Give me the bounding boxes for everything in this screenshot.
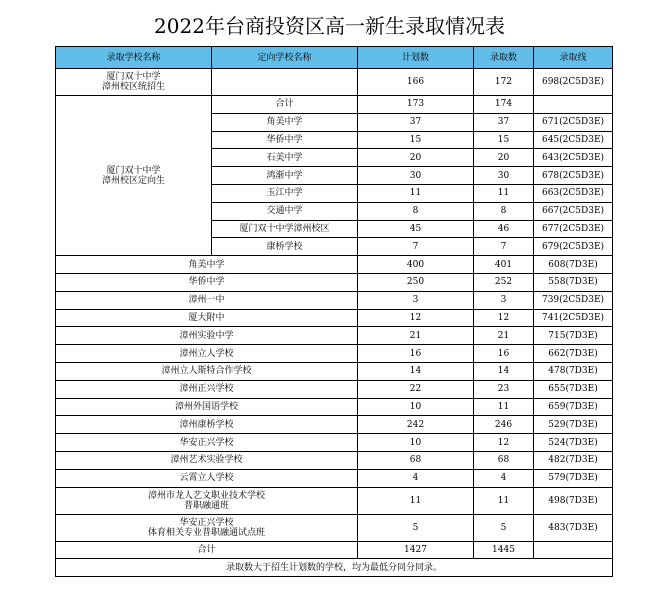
cutoff-score-cell: 655(7D3E) — [534, 380, 613, 398]
table-row — [56, 345, 613, 363]
total-row — [56, 541, 613, 559]
plan-count-cell: 22 — [358, 380, 474, 398]
plan-count-cell: 20 — [358, 149, 474, 167]
cutoff-score-cell: 483(7D3E) — [534, 514, 613, 541]
cutoff-score-cell: 659(7D3E) — [534, 398, 613, 416]
school-name-line: 漳州一中 — [188, 295, 225, 306]
table-row — [56, 273, 613, 291]
plan-count-cell: 10 — [358, 398, 474, 416]
plan-count-cell: 166 — [358, 69, 474, 96]
cutoff-score-cell: 667(2C5D3E) — [534, 202, 613, 220]
admitted-count-cell: 12 — [474, 434, 534, 452]
school-name-cell — [56, 291, 358, 309]
plan-count-cell: 16 — [358, 345, 474, 363]
table-row — [56, 434, 613, 452]
cutoff-score-cell: 482(7D3E) — [534, 451, 613, 469]
header-directed-school: 定向学校名称 — [212, 47, 358, 69]
school-name-cell — [56, 514, 358, 541]
cutoff-score-cell: 671(2C5D3E) — [534, 113, 613, 131]
admitted-count-cell: 23 — [474, 380, 534, 398]
plan-count-cell: 37 — [358, 113, 474, 131]
cutoff-score-cell: 608(7D3E) — [534, 256, 613, 274]
table-row — [56, 416, 613, 434]
admitted-count-cell: 14 — [474, 362, 534, 380]
table-row — [56, 398, 613, 416]
school-name-line: 漳州立人学校 — [179, 348, 234, 359]
table-row — [56, 96, 613, 114]
school-name-cell — [56, 380, 358, 398]
plan-count-cell: 15 — [358, 131, 474, 149]
admitted-count-cell: 401 — [474, 256, 534, 274]
school-name-line: 厦大附中 — [188, 312, 225, 323]
plan-count-cell: 11 — [358, 184, 474, 202]
table-row — [56, 362, 613, 380]
school-name-line: 漳州实验中学 — [179, 330, 234, 341]
table-row — [56, 309, 613, 327]
school-name-cell — [56, 398, 358, 416]
cutoff-score-cell — [534, 96, 613, 114]
cutoff-score-cell: 524(7D3E) — [534, 434, 613, 452]
plan-count-cell: 7 — [358, 238, 474, 256]
school-name-line: 华安正兴学校 — [179, 517, 234, 528]
table-header-row — [56, 47, 613, 69]
admitted-count-cell: 174 — [474, 96, 534, 114]
school-name-line: 漳州立人斯特合作学校 — [161, 366, 252, 377]
school-name-line: 漳州市龙人艺文职业技术学校 — [147, 490, 265, 501]
school-name-cell — [56, 69, 212, 96]
admitted-count-cell: 3 — [474, 291, 534, 309]
directed-school-cell: 合计 — [212, 96, 358, 114]
directed-school-cell: 角美中学 — [212, 113, 358, 131]
cutoff-score-cell: 643(2C5D3E) — [534, 149, 613, 167]
table-row — [56, 327, 613, 345]
school-name-line: 角美中学 — [188, 259, 225, 270]
admitted-count-cell: 246 — [474, 416, 534, 434]
admitted-count-cell: 7 — [474, 238, 534, 256]
cutoff-score-cell: 498(7D3E) — [534, 487, 613, 514]
school-name-cell — [56, 256, 358, 274]
directed-school-cell: 鸿渐中学 — [212, 167, 358, 185]
school-name-cell — [56, 451, 358, 469]
admitted-count-cell: 5 — [474, 514, 534, 541]
header-admitted-count: 录取数 — [474, 47, 534, 69]
directed-school-cell: 交通中学 — [212, 202, 358, 220]
admitted-count-cell: 8 — [474, 202, 534, 220]
admitted-count-cell: 46 — [474, 220, 534, 238]
admitted-count-cell: 11 — [474, 487, 534, 514]
plan-count-cell: 173 — [358, 96, 474, 114]
cutoff-score-cell: 558(7D3E) — [534, 273, 613, 291]
page-title: 2022年台商投资区高一新生录取情况表 — [154, 14, 505, 38]
plan-count-cell: 11 — [358, 487, 474, 514]
cutoff-score-cell: 662(7D3E) — [534, 345, 613, 363]
school-name-line: 漳州校区定向生 — [101, 175, 165, 186]
cutoff-score-cell: 579(7D3E) — [534, 469, 613, 487]
school-name-line: 厦门双十中学 — [106, 165, 161, 176]
school-name-line: 漳州外国语学校 — [174, 401, 238, 412]
table-row — [56, 451, 613, 469]
school-name-line: 厦门双十中学 — [106, 72, 161, 82]
school-name-line: 漳州校区统招生 — [101, 82, 165, 92]
cutoff-score-cell: 741(2C5D3E) — [534, 309, 613, 327]
school-name-cell — [56, 96, 212, 256]
plan-count-cell: 45 — [358, 220, 474, 238]
table-row — [56, 380, 613, 398]
admitted-count-cell: 30 — [474, 167, 534, 185]
header-cutoff-score: 录取线 — [534, 47, 613, 69]
cutoff-score-cell: 478(7D3E) — [534, 362, 613, 380]
school-name-line: 漳州艺术实验学校 — [170, 455, 243, 466]
directed-school-cell: 玉江中学 — [212, 184, 358, 202]
school-name-cell — [56, 469, 358, 487]
table-row — [56, 256, 613, 274]
admitted-count-cell: 68 — [474, 451, 534, 469]
cutoff-score-cell: 663(2C5D3E) — [534, 184, 613, 202]
directed-school-cell: 康桥学校 — [212, 238, 358, 256]
cutoff-score-cell: 677(2C5D3E) — [534, 220, 613, 238]
school-name-cell — [56, 416, 358, 434]
school-name-line: 漳州康桥学校 — [179, 419, 234, 430]
cutoff-score-cell: 529(7D3E) — [534, 416, 613, 434]
directed-school-cell: 华侨中学 — [212, 131, 358, 149]
cutoff-score-cell: 679(2C5D3E) — [534, 238, 613, 256]
plan-count-cell: 400 — [358, 256, 474, 274]
total-cutoff-cell — [534, 541, 613, 559]
school-name-cell — [56, 273, 358, 291]
plan-count-cell: 3 — [358, 291, 474, 309]
table-row — [56, 69, 613, 96]
total-admitted-cell: 1445 — [474, 541, 534, 559]
admitted-count-cell: 37 — [474, 113, 534, 131]
admitted-count-cell: 11 — [474, 398, 534, 416]
plan-count-cell: 21 — [358, 327, 474, 345]
directed-school-cell: 厦门双十中学漳州校区 — [212, 220, 358, 238]
school-name-line: 华侨中学 — [188, 277, 225, 288]
admitted-count-cell: 15 — [474, 131, 534, 149]
plan-count-cell: 30 — [358, 167, 474, 185]
school-name-line: 普职融通班 — [183, 500, 229, 511]
plan-count-cell: 4 — [358, 469, 474, 487]
plan-count-cell: 10 — [358, 434, 474, 452]
plan-count-cell: 68 — [358, 451, 474, 469]
plan-count-cell: 242 — [358, 416, 474, 434]
cutoff-score-cell: 739(2C5D3E) — [534, 291, 613, 309]
plan-count-cell: 250 — [358, 273, 474, 291]
table-footnote: 录取数大于招生计划数的学校，均为最低分同分同录。 — [56, 559, 613, 577]
school-name-cell — [56, 309, 358, 327]
table-row — [56, 469, 613, 487]
admitted-count-cell: 21 — [474, 327, 534, 345]
cutoff-score-cell: 698(2C5D3E) — [534, 69, 613, 96]
admitted-count-cell: 252 — [474, 273, 534, 291]
school-name-cell — [56, 434, 358, 452]
table-row — [56, 291, 613, 309]
header-plan-count: 计划数 — [358, 47, 474, 69]
table-row — [56, 514, 613, 541]
school-name-line: 云霄立人学校 — [179, 473, 234, 484]
admitted-count-cell: 4 — [474, 469, 534, 487]
plan-count-cell: 8 — [358, 202, 474, 220]
cutoff-score-cell: 715(7D3E) — [534, 327, 613, 345]
school-name-cell — [56, 345, 358, 363]
cutoff-score-cell: 678(2C5D3E) — [534, 167, 613, 185]
plan-count-cell: 12 — [358, 309, 474, 327]
total-plan-cell: 1427 — [358, 541, 474, 559]
admitted-count-cell: 172 — [474, 69, 534, 96]
table-row — [56, 487, 613, 514]
school-name-cell — [56, 487, 358, 514]
school-name-line: 体育相关专业普职融通试点班 — [147, 527, 265, 538]
admitted-count-cell: 12 — [474, 309, 534, 327]
directed-school-cell — [212, 69, 358, 96]
cutoff-score-cell: 645(2C5D3E) — [534, 131, 613, 149]
school-name-line: 华安正兴学校 — [179, 437, 234, 448]
total-label-cell: 合计 — [56, 541, 358, 559]
admitted-count-cell: 11 — [474, 184, 534, 202]
plan-count-cell: 14 — [358, 362, 474, 380]
school-name-cell — [56, 362, 358, 380]
plan-count-cell: 5 — [358, 514, 474, 541]
admitted-count-cell: 20 — [474, 149, 534, 167]
school-name-line: 漳州正兴学校 — [179, 384, 234, 395]
note-row — [56, 559, 613, 577]
school-name-cell — [56, 327, 358, 345]
admissions-table — [55, 46, 613, 577]
admitted-count-cell: 16 — [474, 345, 534, 363]
directed-school-cell: 石美中学 — [212, 149, 358, 167]
header-admitting-school: 录取学校名称 — [56, 47, 212, 69]
